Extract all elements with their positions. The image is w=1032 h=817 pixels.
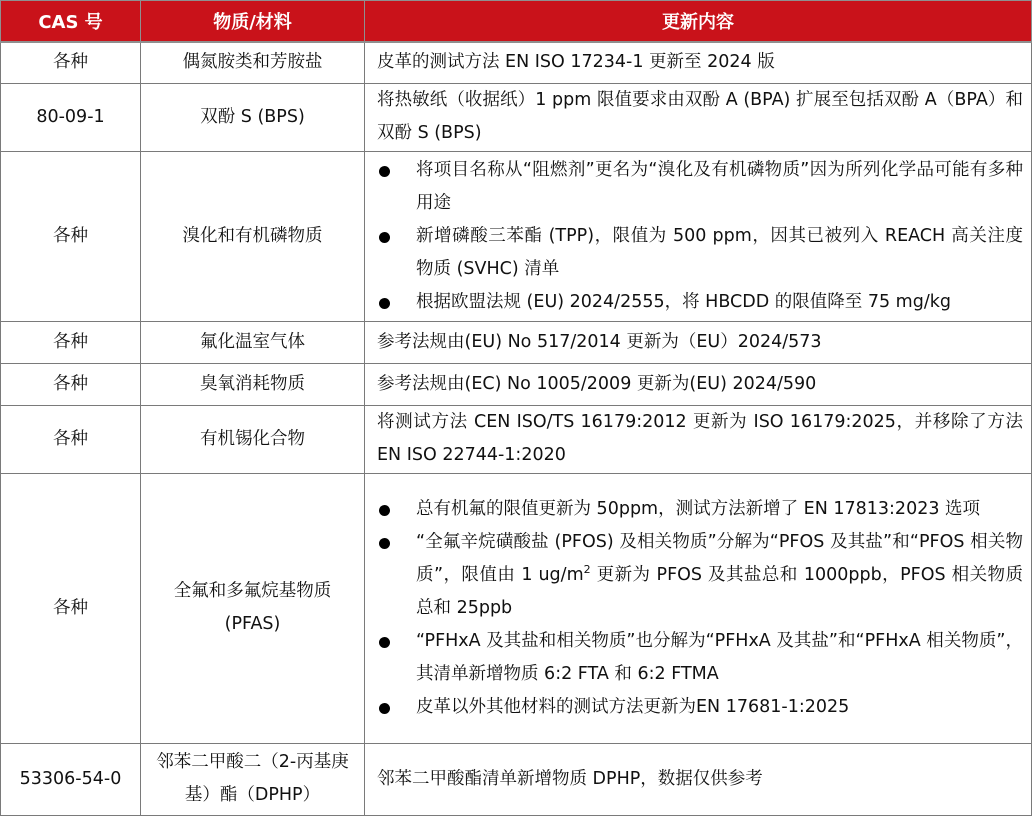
- update-cell: 将热敏纸（收据纸）1 ppm 限值要求由双酚 A (BPA) 扩展至包括双酚 A（BPA）和双酚 S (BPS): [365, 83, 1032, 151]
- header-cas: CAS 号: [1, 1, 141, 43]
- bullet-dot-icon: [379, 703, 390, 714]
- update-cell: 皮革的测试方法 EN ISO 17234-1 更新至 2024 版: [365, 42, 1032, 83]
- list-item-text: 总有机氟的限值更新为 50ppm，测试方法新增了 EN 17813:2023 选项: [416, 498, 981, 519]
- update-cell: 将测试方法 CEN ISO/TS 16179:2012 更新为 ISO 16179:2025，并移除了方法 EN ISO 22744-1:2020: [365, 405, 1032, 473]
- material-cell: 全氟和多氟烷基物质 (PFAS): [141, 473, 365, 743]
- bullet-dot-icon: [379, 505, 390, 516]
- cas-cell: 各种: [1, 363, 141, 405]
- table-row: [1, 321, 1032, 363]
- cas-cell: 各种: [1, 473, 141, 743]
- list-item-text-part: “全氟辛烷磺酸盐 (PFOS) 及相关物质”分解为“PFOS 及其盐”和“PFOS 相关物质”，限值由 1 ug/m: [416, 531, 1023, 585]
- cas-cell: 各种: [1, 321, 141, 363]
- material-cell: 偶氮胺类和芳胺盐: [141, 42, 365, 83]
- list-item: [377, 625, 1023, 691]
- table-row: [1, 83, 1032, 151]
- cas-cell: 80-09-1: [1, 83, 141, 151]
- header-material: 物质/材料: [141, 1, 365, 43]
- update-cell: [365, 473, 1032, 743]
- list-item: [377, 220, 1023, 286]
- update-cell: 邻苯二甲酸酯清单新增物质 DPHP，数据仅供参考: [365, 743, 1032, 815]
- bullet-dot-icon: [379, 166, 390, 177]
- table-row: [1, 363, 1032, 405]
- cas-cell: 各种: [1, 151, 141, 321]
- update-cell: 参考法规由(EC) No 1005/2009 更新为(EU) 2024/590: [365, 363, 1032, 405]
- table-row: [1, 473, 1032, 743]
- table-row: [1, 743, 1032, 815]
- list-item: [377, 493, 1023, 526]
- bullet-dot-icon: [379, 637, 390, 648]
- superscript: 2: [583, 562, 591, 576]
- material-cell: 双酚 S (BPS): [141, 83, 365, 151]
- material-cell: 臭氧消耗物质: [141, 363, 365, 405]
- list-item-text: 根据欧盟法规 (EU) 2024/2555，将 HBCDD 的限值降至 75 mg/kg: [416, 291, 951, 312]
- list-item: [377, 154, 1023, 220]
- list-item: [377, 526, 1023, 625]
- update-cell: [365, 151, 1032, 321]
- list-item-text: 将项目名称从“阻燃剂”更名为“溴化及有机磷物质”因为所列化学品可能有多种用途: [416, 159, 1023, 213]
- bullet-list: [377, 154, 1023, 319]
- list-item-text: “PFHxA 及其盐和相关物质”也分解为“PFHxA 及其盐”和“PFHxA 相关物质”，其清单新增物质 6:2 FTA 和 6:2 FTMA: [416, 630, 1023, 684]
- table-row: [1, 405, 1032, 473]
- table-header-row: [1, 1, 1032, 43]
- cas-cell: 各种: [1, 405, 141, 473]
- bullet-dot-icon: [379, 232, 390, 243]
- material-cell: 邻苯二甲酸二（2-丙基庚基）酯（DPHP）: [141, 743, 365, 815]
- cas-cell: 53306-54-0: [1, 743, 141, 815]
- header-update: 更新内容: [365, 1, 1032, 43]
- list-item: [377, 286, 1023, 319]
- material-cell: 氟化温室气体: [141, 321, 365, 363]
- list-item-text: 皮革以外其他材料的测试方法更新为EN 17681-1:2025: [416, 696, 850, 717]
- material-cell: 溴化和有机磷物质: [141, 151, 365, 321]
- table-row: [1, 42, 1032, 83]
- bullet-list: [377, 493, 1023, 724]
- bullet-dot-icon: [379, 538, 390, 549]
- table-row: [1, 151, 1032, 321]
- update-cell: 参考法规由(EU) No 517/2014 更新为（EU）2024/573: [365, 321, 1032, 363]
- list-item-text-part: 更新为 PFOS 及其盐总和 1000ppb，PFOS 相关物质总和 25ppb: [416, 564, 1024, 618]
- list-item-text: 新增磷酸三苯酯 (TPP)，限值为 500 ppm，因其已被列入 REACH 高关注度物质 (SVHC) 清单: [416, 225, 1023, 279]
- material-cell: 有机锡化合物: [141, 405, 365, 473]
- cas-cell: 各种: [1, 42, 141, 83]
- list-item: [377, 691, 1023, 724]
- bullet-dot-icon: [379, 298, 390, 309]
